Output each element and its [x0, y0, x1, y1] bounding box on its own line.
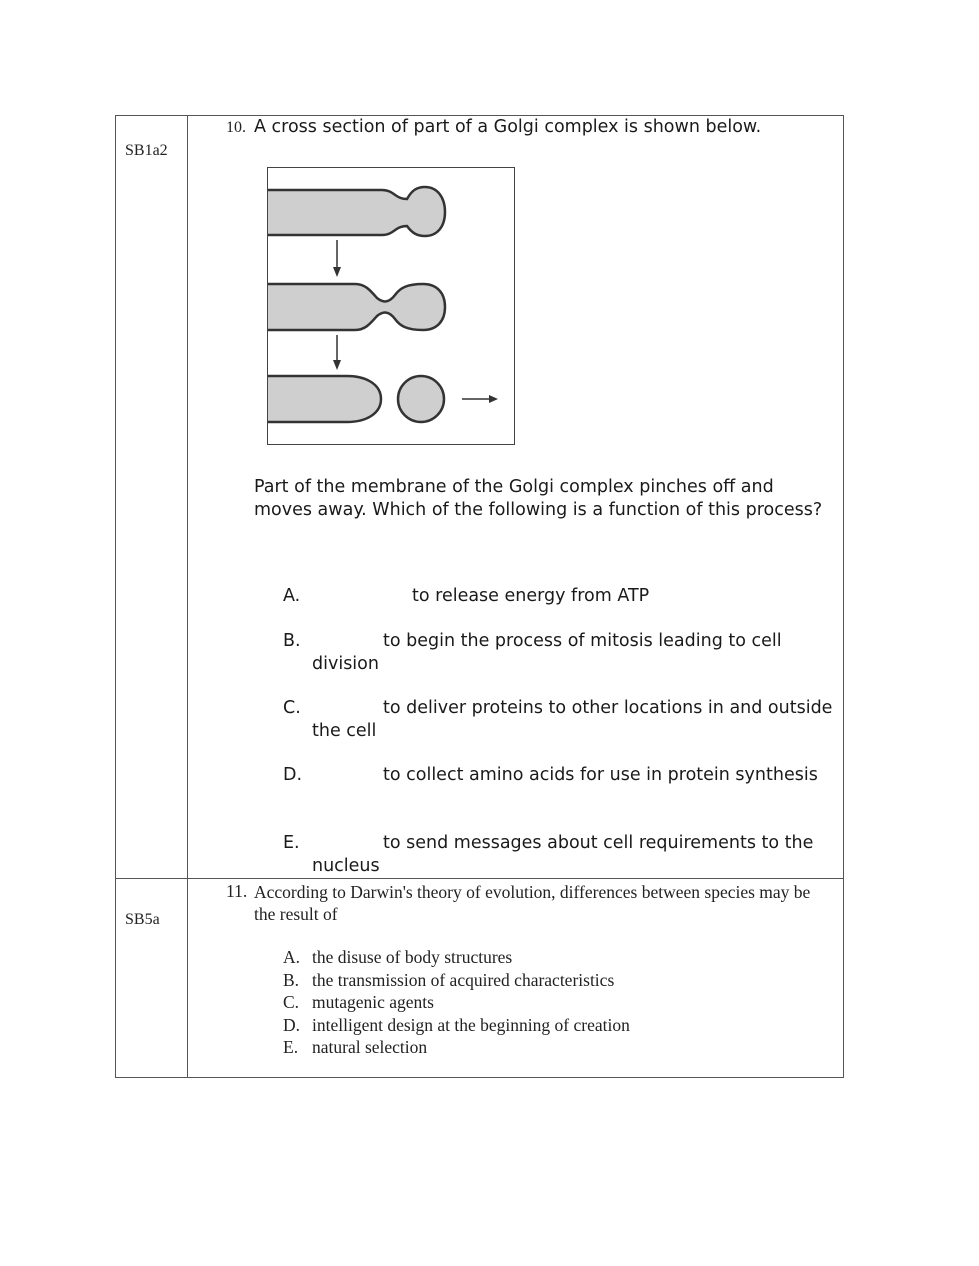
question-10 [188, 116, 843, 878]
option-letter: C. [283, 992, 300, 1012]
option-text: to collect amino acids for use in protein synthesis [383, 765, 818, 785]
answer-option-c[interactable] [283, 991, 630, 1014]
golgi-cisterna-stage-3 [268, 376, 381, 422]
question-cell [188, 116, 844, 879]
option-letter: D. [283, 765, 303, 785]
answer-option-a[interactable] [283, 946, 630, 969]
question-stem: According to Darwin's theory of evolution, differences between species may be the result of [254, 882, 811, 924]
option-text: natural selection [312, 1037, 428, 1057]
answer-option-a[interactable] [283, 585, 833, 608]
option-letter: A. [283, 947, 301, 967]
answer-option-b[interactable] [283, 969, 630, 992]
standard-code: SB5a [125, 911, 160, 928]
option-text: mutagenic agents [312, 992, 434, 1012]
answer-option-d[interactable] [283, 1014, 630, 1037]
option-letter: B. [283, 969, 300, 990]
question-number: 10. [226, 119, 246, 136]
question-row-11 [116, 879, 844, 1078]
answer-option-e[interactable] [283, 832, 833, 878]
option-letter: E. [283, 1037, 299, 1057]
option-letter: B. [283, 631, 301, 651]
option-text: intelligent design at the beginning of creation [312, 1014, 630, 1035]
answer-options [283, 946, 630, 1059]
option-letter: C. [283, 698, 301, 718]
option-text: to release energy from ATP [412, 586, 650, 606]
question-11 [188, 879, 843, 1077]
option-letter: D. [283, 1014, 301, 1035]
option-text: to begin the process of mitosis leading to cell division [312, 631, 782, 674]
answer-option-c[interactable] [283, 697, 833, 743]
question-number: 11. [226, 881, 248, 901]
question-paragraph: Part of the membrane of the Golgi complex pinches off and moves away. Which of the following is a function of this process? [254, 477, 823, 520]
golgi-diagram [267, 167, 515, 445]
golgi-cisterna-stage-1 [268, 187, 445, 236]
answer-option-e[interactable] [283, 1036, 630, 1059]
question-table [115, 115, 844, 1078]
transport-vesicle [398, 376, 444, 422]
option-text: the transmission of acquired characteristics [312, 969, 615, 990]
standard-code-cell [116, 116, 188, 879]
option-letter: A. [283, 586, 301, 606]
question-row-10 [116, 116, 844, 879]
option-text: to send messages about cell requirements to the nucleus [312, 833, 814, 876]
option-text: the disuse of body structures [312, 947, 513, 967]
option-text: to deliver proteins to other locations in and outside the cell [312, 698, 833, 741]
standard-code-cell [116, 879, 188, 1078]
question-cell [188, 879, 844, 1078]
golgi-cisterna-stage-2 [268, 284, 445, 330]
standard-code: SB1a2 [125, 142, 168, 159]
question-stem: A cross section of part of a Golgi complex is shown below. [254, 117, 762, 137]
answer-option-b[interactable] [283, 630, 833, 676]
answer-option-d[interactable] [283, 764, 833, 787]
option-letter: E. [283, 833, 300, 853]
